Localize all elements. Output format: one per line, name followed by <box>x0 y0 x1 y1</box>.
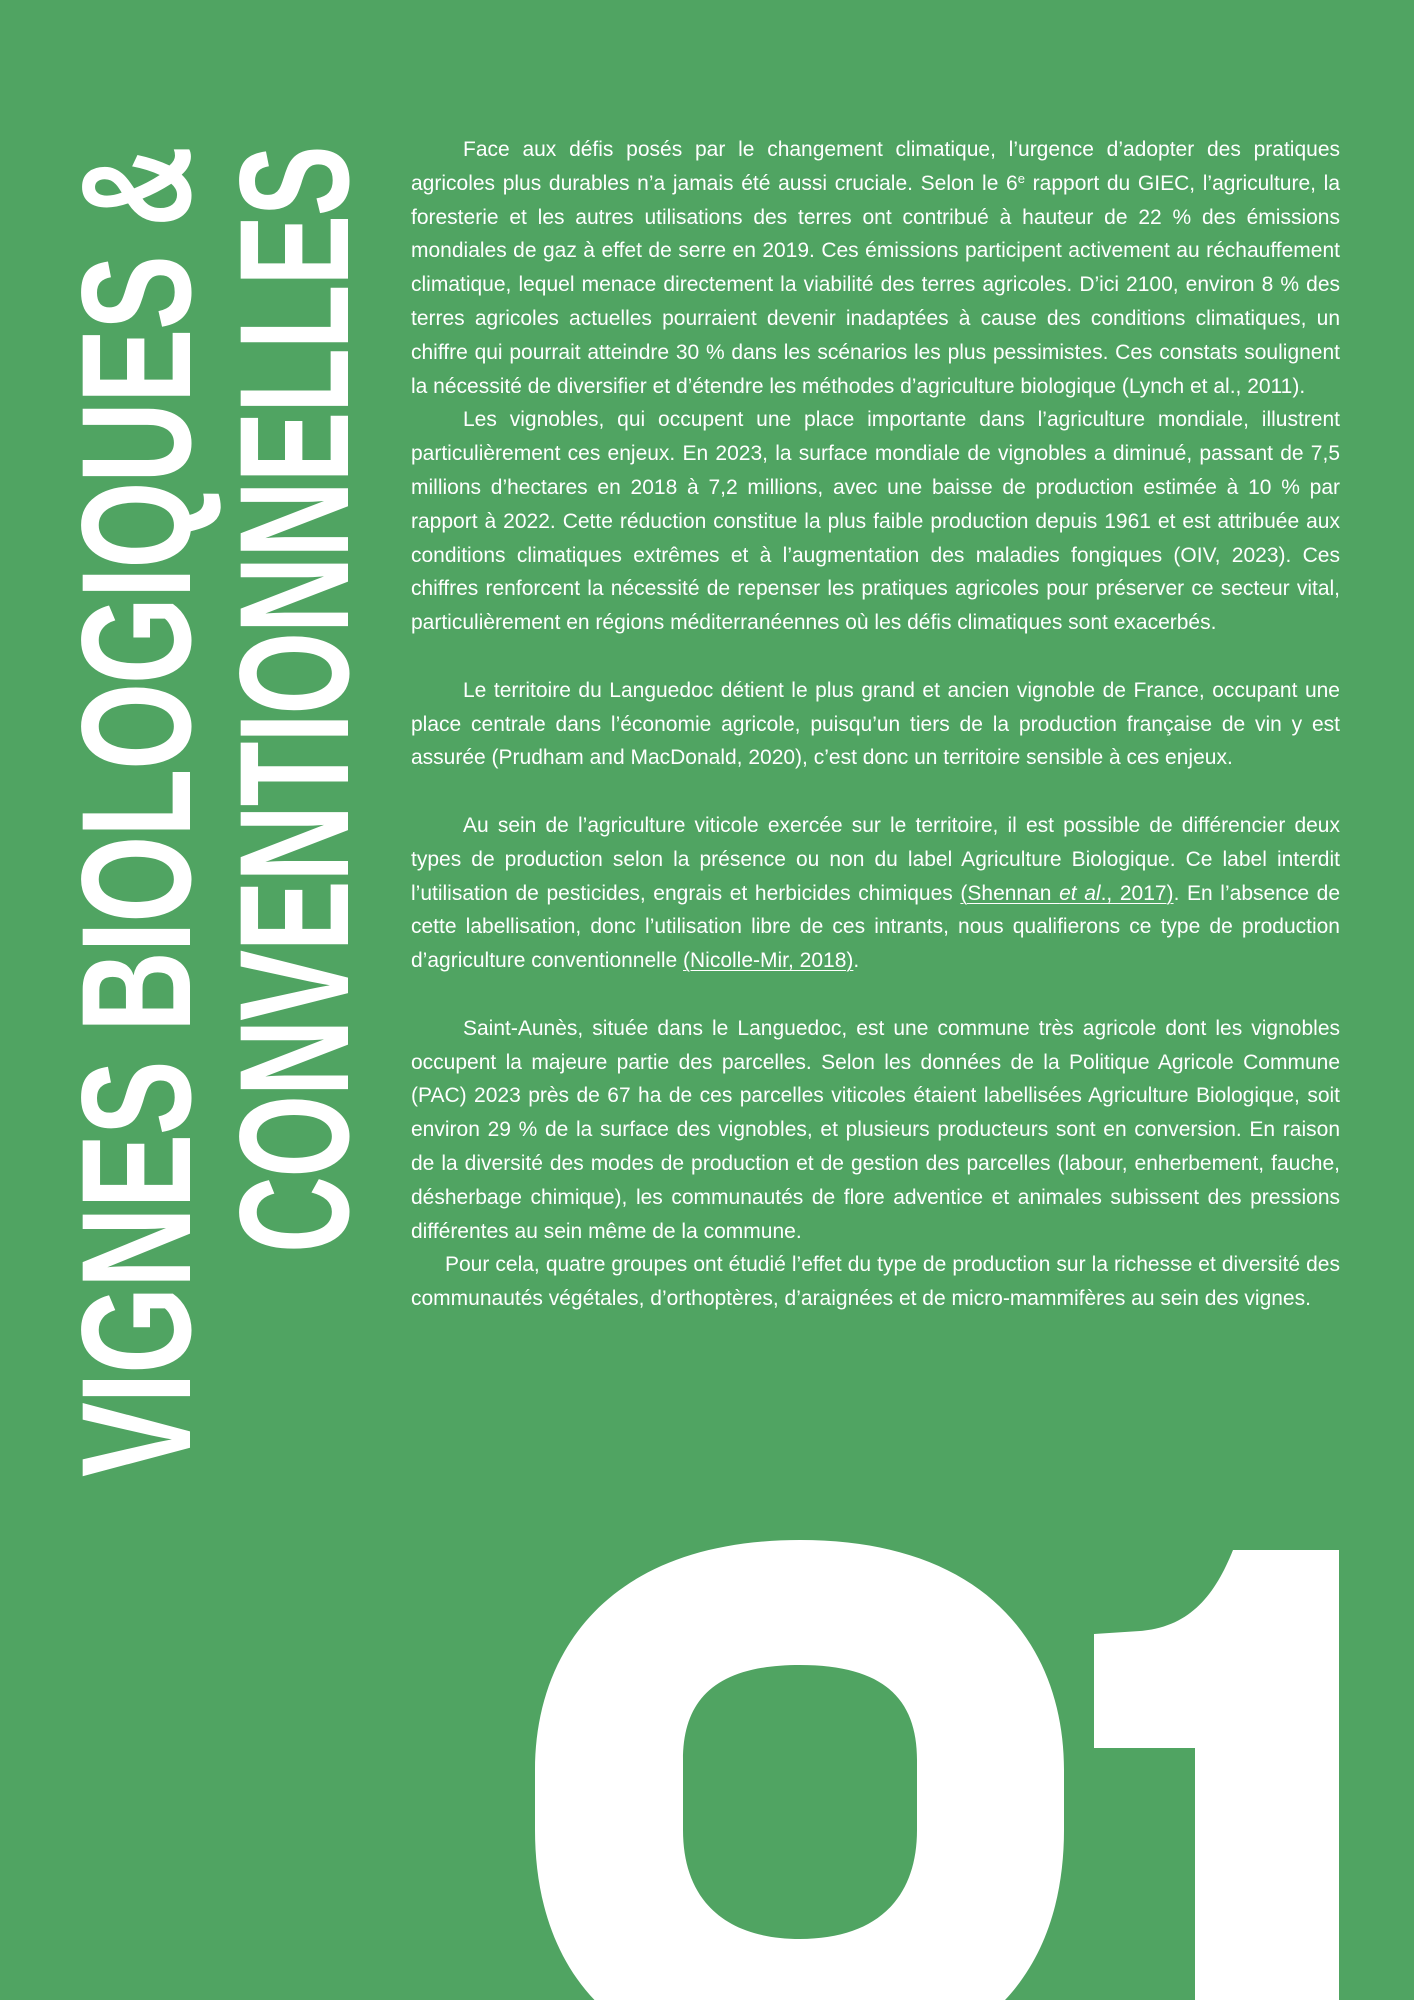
paragraph <box>411 674 1340 775</box>
citation-italic-text: et al <box>1059 881 1101 905</box>
page-title-line-2: CONVENTIONNELLES <box>208 146 382 1254</box>
citation-text: (Shennan <box>960 881 1060 905</box>
section-number-digit-0 <box>535 1540 1064 2000</box>
paragraph-text: Les vignobles, qui occupent une place importante dans l’agriculture mondiale, illustrent particulièrement ces enjeux. En 2023, la surface mondiale de vignobles a diminué, passant de 7,5 millions d’hectares en 2018 à 7,2 millions, avec une baisse de production estimée à 10 % par rapport à 2022. Cette réduction constitue la plus faible production depuis 1961 et est attribuée aux conditions climatiques extrêmes et à l’augmentation des maladies fongiques (OIV, 2023). Ces chiffres renforcent la nécessité de repenser les pratiques agricoles pour préserver ce secteur vital, particulièrement en régions méditerranéennes où les défis climatiques sont exacerbés. <box>411 408 1340 635</box>
citation-link[interactable] <box>960 882 1173 905</box>
paragraph-text: rapport du GIEC, l’agriculture, la foresterie et les autres utilisations des terres ont contribué à hauteur de 22 % des émissions mondiales de gaz à effet de serre en 2019. Ces émissions participent activement au réchauffement climatique, lequel menace directement la viabilité des terres agricoles. D’ici 2100, environ 8 % des terres agricoles actuelles pourraient devenir inadaptées à cause des conditions climatiques, un chiffre qui pourrait atteindre 30 % dans les scénarios les plus pessimistes. Ces constats soulignent la nécessité de diversifier et d’étendre les méthodes d’agriculture biologique (Lynch et al., 2011). <box>411 171 1340 398</box>
paragraph <box>411 133 1340 403</box>
paragraph-text: Saint-Aunès, située dans le Languedoc, est une commune très agricole dont les vignobles occupent la majeure partie des parcelles. Selon les données de la Politique Agricole Commune (PAC) 2023 près de 67 ha de ces parcelles viticoles étaient labellisées Agriculture Biologique, soit environ 29 % de la surface des vignobles, et plusieurs producteurs sont en conversion. En raison de la diversité des modes de production et de gestion des parcelles (labour, enherbement, fauche, désherbage chimique), les communautés de flore adventice et animales subissent des pressions différentes au sein même de la commune. <box>411 1016 1340 1243</box>
paragraph <box>411 403 1340 640</box>
page-title-line-1: VIGNES BIOLOGIQUES & <box>50 147 224 1478</box>
paragraph-text: Le territoire du Languedoc détient le plus grand et ancien vignoble de France, occupant une place centrale dans l’économie agricole, puisqu’un tiers de la production française de vin y est assurée (Prudham and MacDonald, 2020), c’est donc un territoire sensible à ces enjeux. <box>411 678 1340 770</box>
paragraph-text: Face aux défis posés par le changement climatique, l’urgence d’adopter des pratiques agricoles plus durables n’a jamais été aussi cruciale. Selon le 6 <box>411 138 1340 195</box>
paragraph-text: Pour cela, quatre groupes ont étudié l’effet du type de production sur la richesse et diversité des communautés végétales, d’orthoptères, d’araignées et de micro-mammifères au sein des vignes. <box>411 1253 1340 1311</box>
paragraph <box>411 1012 1340 1249</box>
paragraph <box>411 809 1340 978</box>
paragraph <box>411 1248 1340 1316</box>
paragraph-text: Au sein de l’agriculture viticole exercée sur le territoire, il est possible de différencier deux types de production selon la présence ou non du label Agriculture Biologique. Ce label interdit l’utilisation de pesticides, engrais et herbicides chimiques <box>411 813 1340 905</box>
section-number-digit-1 <box>1094 1550 1339 2000</box>
paragraph-text: . En l’absence de cette labellisation, donc l’utilisation libre de ces intrants, nous qualifierons ce type de production d’agriculture conventionnelle <box>411 881 1341 973</box>
citation-link[interactable]: (Nicolle-Mir, 2018) <box>683 949 854 973</box>
paragraph-text: . <box>853 949 860 973</box>
article-body <box>411 133 1340 1316</box>
superscript: e <box>1017 170 1025 186</box>
citation-text: ., 2017) <box>1100 881 1174 905</box>
